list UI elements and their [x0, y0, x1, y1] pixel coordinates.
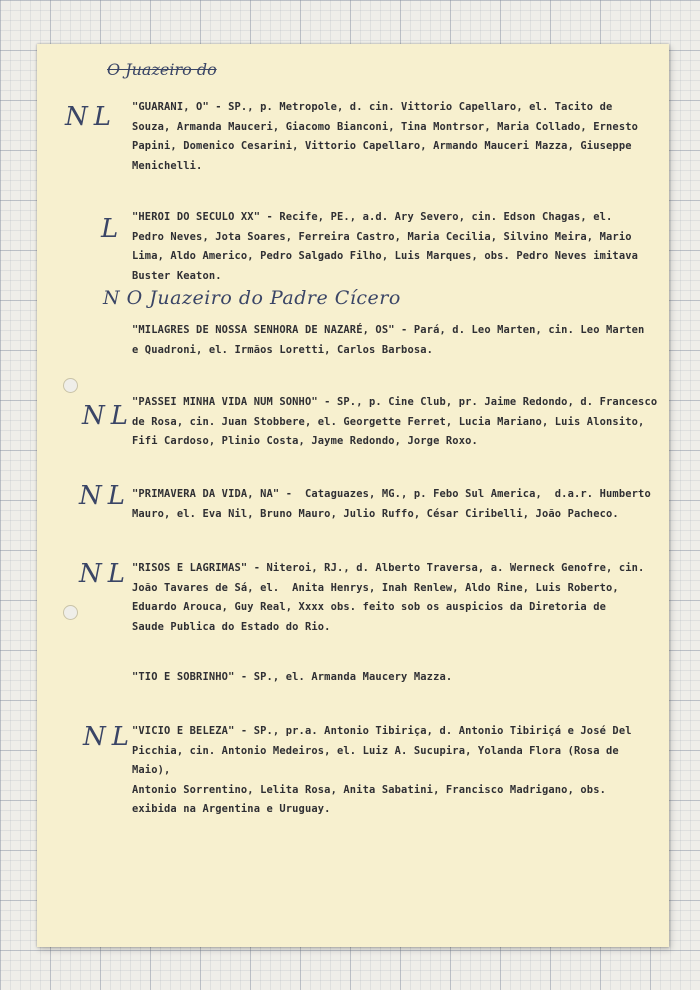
film-entry: "GUARANI, O" - SP., p. Metropole, d. cin. Vittorio Capellaro, el. Tacito de Souza, Armanda Mauceri, Giacomo Bianconi, Tina Montrsor, Maria Collado, Ernesto Papini, Domenico Cesarini, Vittorio Capellaro, Armando Mauceri Mazza, Giuseppe Menichelli. [132, 101, 639, 172]
crossed-out-handwritten-title: O Juazeiro do [107, 60, 217, 79]
margin-mark: NL [65, 102, 118, 132]
margin-mark: NL [79, 559, 132, 589]
film-entry: "PASSEI MINHA VIDA NUM SONHO" - SP., p. Cine Club, pr. Jaime Redondo, d. Francesco de Rosa, cin. Juan Stobbere, el. Georgette Ferret, Lucia Mariano, Luis Alonsito, Fifi Cardoso, Plinio Costa, Jayme Redondo, Jorge Roxo. [132, 396, 658, 447]
film-entry: "MILAGRES DE NOSSA SENHORA DE NAZARÉ, OS" - Pará, d. Leo Marten, cin. Leo Marten e Quadroni, el. Irmãos Loretti, Carlos Barbosa. [132, 324, 645, 356]
film-entry: "RISOS E LAGRIMAS" - Niteroi, RJ., d. Alberto Traversa, a. Werneck Genofre, cin. João Tavares de Sá, el. Anita Henrys, Inah Renlew, Aldo Rine, Luis Roberto, Eduardo Arouca, Guy Real, Xxxx obs. feito sob os auspicios da Diretoria de Saude Publica do Estado do Rio. [132, 562, 645, 633]
film-entry: "TIO E SOBRINHO" - SP., el. Armanda Maucery Mazza. [132, 671, 453, 683]
punch-hole [63, 378, 78, 393]
handwritten-title-note: N O Juazeiro do Padre Cícero [103, 287, 401, 309]
film-entry: "HEROI DO SECULO XX" - Recife, PE., a.d. Ary Severo, cin. Edson Chagas, el. Pedro Neves, Jota Soares, Ferreira Castro, Maria Cecilia, Silvino Meira, Mario Lima, Aldo Americo, Pedro Salgado Filho, Luis Marques, obs. Pedro Neves imitava Buster Keaton. [132, 211, 639, 282]
film-entry: "PRIMAVERA DA VIDA, NA" - Cataguazes, MG., p. Febo Sul America, d.a.r. Humberto Mauro, el. Eva Nil, Bruno Mauro, Julio Ruffo, César Ciribelli, João Pacheco. [132, 488, 651, 520]
margin-mark: NL [82, 401, 135, 431]
film-entry: "VICIO E BELEZA" - SP., pr.a. Antonio Tibiriça, d. Antonio Tibiriçá e José Del Picchia, cin. Antonio Medeiros, el. Luiz A. Sucupira, Yolanda Flora (Rosa de Maio), Antonio Sorrentino, Lelita Rosa, Anita Sabatini, Francisco Madrigano, obs. exibida na Argentina e Uruguay. [132, 725, 632, 815]
margin-mark: NL [83, 722, 136, 752]
document-page [37, 44, 669, 947]
margin-mark: L [101, 214, 125, 244]
punch-hole [63, 605, 78, 620]
margin-mark: NL [79, 481, 132, 511]
